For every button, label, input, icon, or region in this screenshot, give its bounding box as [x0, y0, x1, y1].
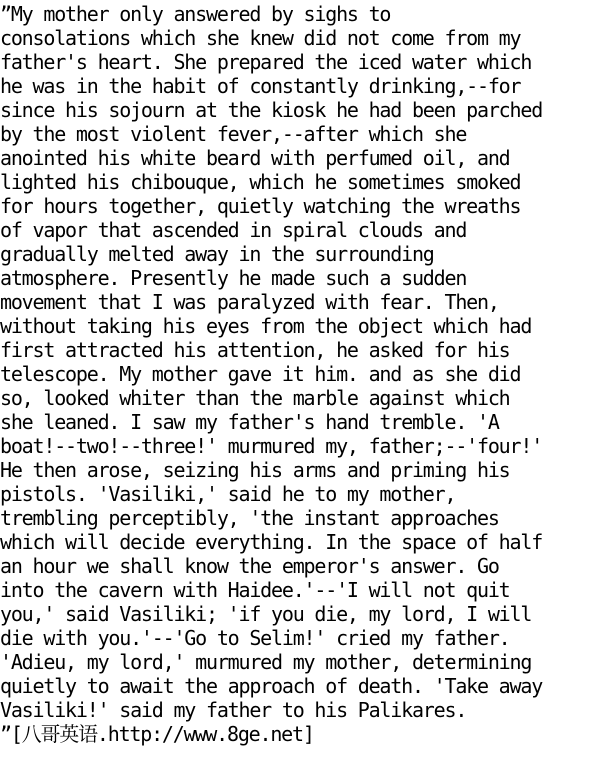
- text-line: boat!--two!--three!' murmured my, father;--'four!': [0, 434, 543, 458]
- text-line: since his sojourn at the kiosk he had been parched: [0, 98, 543, 122]
- text-line: 'Adieu, my lord,' murmured my mother, determining: [0, 650, 532, 674]
- text-line: consolations which she knew did not come from my: [0, 26, 521, 50]
- text-line: she leaned. I saw my father's hand tremble. 'A: [0, 410, 499, 434]
- text-line: Vasiliki!' said my father to his Palikares.: [0, 698, 467, 722]
- text-line: quietly to await the approach of death. 'Take away: [0, 674, 543, 698]
- text-line: He then arose, seizing his arms and priming his: [0, 458, 510, 482]
- text-line: first attracted his attention, he asked for his: [0, 338, 510, 362]
- text-line: an hour we shall know the emperor's answer. Go: [0, 554, 499, 578]
- text-line: for hours together, quietly watching the wreaths: [0, 194, 521, 218]
- text-line: anointed his white beard with perfumed oil, and: [0, 146, 510, 170]
- text-line: of vapor that ascended in spiral clouds and: [0, 218, 467, 242]
- text-line: father's heart. She prepared the iced water which: [0, 50, 532, 74]
- source-line: ”[八哥英语.http://www.8ge.net]: [0, 722, 314, 746]
- text-line: lighted his chibouque, which he sometimes smoked: [0, 170, 521, 194]
- text-line: pistols. 'Vasiliki,' said he to my mother,: [0, 482, 456, 506]
- text-line: which will decide everything. In the space of half: [0, 530, 543, 554]
- text-line: movement that I was paralyzed with fear. Then,: [0, 290, 499, 314]
- text-line: telescope. My mother gave it him. and as she did: [0, 362, 521, 386]
- text-line: so, looked whiter than the marble against which: [0, 386, 510, 410]
- text-line: atmosphere. Presently he made such a sudden: [0, 266, 467, 290]
- text-line: ”My mother only answered by sighs to: [0, 2, 391, 26]
- text-line: gradually melted away in the surrounding: [0, 242, 434, 266]
- text-line: you,' said Vasiliki; 'if you die, my lord, I will: [0, 602, 532, 626]
- text-line: by the most violent fever,--after which she: [0, 122, 467, 146]
- text-line: die with you.'--'Go to Selim!' cried my father.: [0, 626, 510, 650]
- text-line: trembling perceptibly, 'the instant approaches: [0, 506, 499, 530]
- text-line: into the cavern with Haidee.'--'I will not quit: [0, 578, 510, 602]
- text-line: without taking his eyes from the object which had: [0, 314, 532, 338]
- document-text: [0, 2, 600, 746]
- text-line: he was in the habit of constantly drinking,--for: [0, 74, 521, 98]
